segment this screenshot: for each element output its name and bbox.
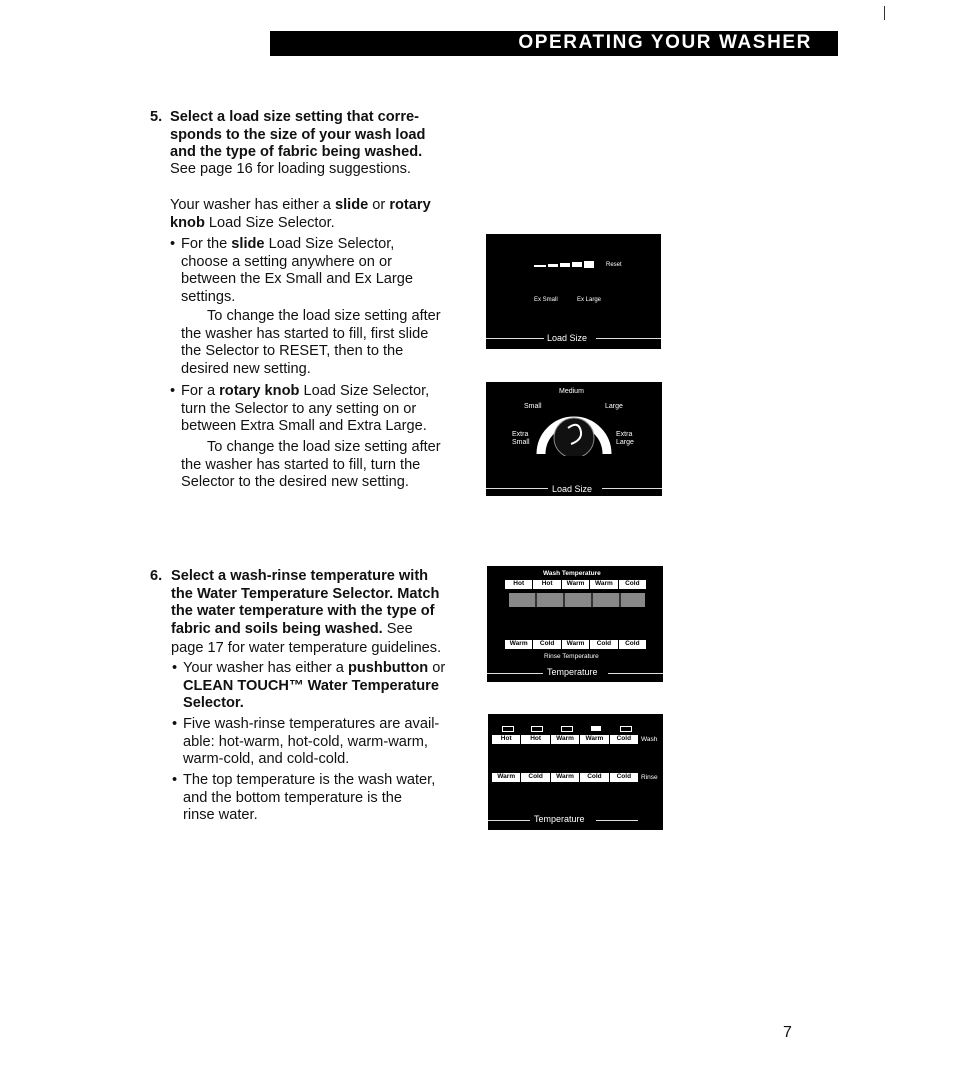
intro-text: or <box>368 197 390 213</box>
load-size-caption: Load Size <box>552 484 593 494</box>
step-6-bullet-topbottom <box>172 772 473 825</box>
paragraph-line: desired new setting. <box>181 360 311 377</box>
bullet-dot: • <box>172 660 178 676</box>
step-6-heading-rest: See <box>382 620 413 637</box>
clean-touch-temperature-panel <box>488 714 663 830</box>
pushbutton-row[interactable] <box>509 593 645 607</box>
slide-track <box>534 261 598 268</box>
caption-rule <box>488 820 530 821</box>
rinse-option[interactable]: Warm <box>551 773 580 782</box>
paragraph-line: the Selector to RESET, then to the <box>181 343 404 360</box>
small-label: Small <box>524 403 542 410</box>
paragraph-line: Selector to the desired new setting. <box>181 474 409 491</box>
step-6-bullet-type <box>172 660 473 713</box>
indicator-light <box>561 726 573 732</box>
step-6-heading-line: the water temperature with the type of <box>171 603 435 620</box>
bullet-line: choose a setting anywhere on or <box>181 253 392 270</box>
paragraph-line: To change the load size setting after <box>207 308 441 324</box>
bullet-dot: • <box>172 716 178 732</box>
wash-touch-row <box>492 735 638 744</box>
step-6-number: 6. <box>150 568 163 584</box>
step-5-see-page: See page 16 for loading suggestions. <box>170 161 411 177</box>
intro-rotary: rotary <box>389 197 431 213</box>
wash-label: Wash <box>641 736 658 743</box>
ex-large-label: Ex Large <box>577 297 602 303</box>
indicator-light <box>502 726 514 732</box>
load-size-caption: Load Size <box>547 333 588 343</box>
step-5-knob-paragraph <box>181 439 471 492</box>
rinse-option[interactable]: Warm <box>492 773 521 782</box>
bullet-line: between the Ex Small and Ex Large <box>181 271 414 288</box>
step-5-slide-paragraph <box>181 308 471 378</box>
bullet-text: For the <box>181 236 232 252</box>
caption-rule <box>486 338 544 339</box>
step-6-heading-line: the Water Temperature Selector. Match <box>171 585 440 602</box>
paragraph-line: the washer has started to fill, turn the <box>181 456 421 473</box>
slide-load-size-panel <box>486 234 661 349</box>
section-header-bar <box>270 31 838 56</box>
step-5-intro <box>170 197 460 232</box>
bullet-text: or <box>428 660 446 676</box>
intro-text: Load Size Selector. <box>204 214 335 231</box>
medium-label: Medium <box>559 388 584 395</box>
page-edge-mark <box>884 6 885 20</box>
bullet-dot: • <box>172 772 178 788</box>
wash-option[interactable]: Warm <box>590 580 618 589</box>
step-6-bullet-five <box>172 716 473 769</box>
caption-rule <box>602 488 662 489</box>
indicator-light <box>620 726 632 732</box>
indicator-light-active <box>591 726 601 731</box>
wash-option[interactable]: Warm <box>551 735 580 744</box>
bullet-dot: • <box>170 236 176 252</box>
wash-temperature-title: Wash Temperature <box>543 570 601 577</box>
intro-slide: slide <box>334 197 369 213</box>
bullet-bold: rotary knob <box>219 383 300 399</box>
step-6-heading <box>171 568 471 638</box>
rinse-option[interactable]: Cold <box>533 640 561 649</box>
bullet-line: settings. <box>181 288 236 305</box>
bullet-line: between Extra Small and Extra Large. <box>181 418 427 435</box>
bullet-line: Five wash-rinse temperatures are avail- <box>183 716 440 732</box>
ex-small-label: Ex Small <box>534 297 558 303</box>
temperature-caption: Temperature <box>534 814 585 824</box>
bullet-bold-line: CLEAN TOUCH™ Water Temperature <box>183 677 439 694</box>
caption-rule <box>596 338 661 339</box>
bullet-text: Load Size Selector, <box>299 383 430 399</box>
rinse-option[interactable]: Cold <box>590 640 618 649</box>
bullet-line: able: hot-warm, hot-cold, warm-warm, <box>183 733 428 750</box>
step-5-number: 5. <box>150 109 163 125</box>
step-5-bullet-knob <box>170 383 471 436</box>
bullet-text: Your washer has either a <box>183 660 348 676</box>
rinse-label: Rinse <box>641 774 658 781</box>
rinse-option[interactable]: Cold <box>521 773 550 782</box>
paragraph-line: the washer has started to fill, first slide <box>181 325 429 342</box>
extra-large-label: Extra Large <box>616 431 634 446</box>
rinse-option[interactable]: Warm <box>562 640 590 649</box>
step-6-heading-line: fabric and soils being washed. <box>171 620 383 637</box>
rinse-option[interactable]: Cold <box>625 640 640 647</box>
step-6-heading-line: Select a wash-rinse temperature with <box>171 568 429 584</box>
rinse-option[interactable]: Warm <box>505 640 533 649</box>
wash-option[interactable]: Cold <box>616 735 632 742</box>
bullet-bold: pushbutton <box>347 660 429 676</box>
bullet-text: Load Size Selector, <box>264 236 395 252</box>
rinse-option[interactable]: Cold <box>616 773 632 780</box>
intro-knob: knob <box>170 214 205 231</box>
step-5-heading-line: sponds to the size of your wash load <box>170 126 426 143</box>
temperature-caption: Temperature <box>547 667 598 677</box>
bullet-text: For a <box>181 383 220 399</box>
step-5-heading <box>170 109 470 162</box>
bullet-line: turn the Selector to any setting on or <box>181 400 417 417</box>
bullet-bold-line: Selector. <box>183 695 244 712</box>
step-5-heading-line: and the type of fabric being washed. <box>170 144 423 161</box>
bullet-line: rinse water. <box>183 807 258 824</box>
pushbutton-temperature-panel <box>487 566 663 682</box>
bullet-line: warm-cold, and cold-cold. <box>183 751 350 768</box>
paragraph-line: To change the load size setting after <box>207 439 441 455</box>
rinse-option[interactable]: Cold <box>580 773 609 782</box>
step-5-bullet-slide <box>170 236 471 306</box>
page-number: 7 <box>783 1024 792 1041</box>
wash-option[interactable]: Hot <box>505 580 533 589</box>
wash-option[interactable]: Hot <box>492 735 521 744</box>
bullet-line: and the bottom temperature is the <box>183 789 403 806</box>
section-title: OPERATING YOUR WASHER <box>518 32 812 53</box>
bullet-bold: slide <box>231 236 265 252</box>
wash-temperature-row <box>505 580 646 589</box>
rinse-touch-row <box>492 773 638 782</box>
intro-text: Your washer has either a <box>170 197 335 213</box>
reset-label: Reset <box>606 262 622 268</box>
rinse-temperature-row <box>505 640 646 649</box>
caption-rule <box>608 673 663 674</box>
step-5-heading-line: Select a load size setting that corre- <box>170 109 419 125</box>
bullet-line: The top temperature is the wash water, <box>183 772 436 788</box>
caption-rule <box>486 488 548 489</box>
rinse-temperature-title: Rinse Temperature <box>544 653 599 660</box>
knob-dial-icon <box>535 398 613 456</box>
large-label: Large <box>605 403 623 410</box>
rotary-load-size-panel <box>486 382 662 496</box>
wash-option[interactable]: Warm <box>562 580 590 589</box>
wash-option[interactable]: Hot <box>533 580 561 589</box>
step-6-see-page: page 17 for water temperature guidelines. <box>171 640 442 656</box>
wash-option[interactable]: Warm <box>580 735 609 744</box>
caption-rule <box>487 673 543 674</box>
caption-rule <box>596 820 638 821</box>
indicator-light <box>531 726 543 732</box>
extra-small-label: Extra Small <box>512 431 530 446</box>
bullet-dot: • <box>170 383 176 399</box>
wash-option[interactable]: Cold <box>625 580 640 587</box>
wash-option[interactable]: Hot <box>521 735 550 744</box>
